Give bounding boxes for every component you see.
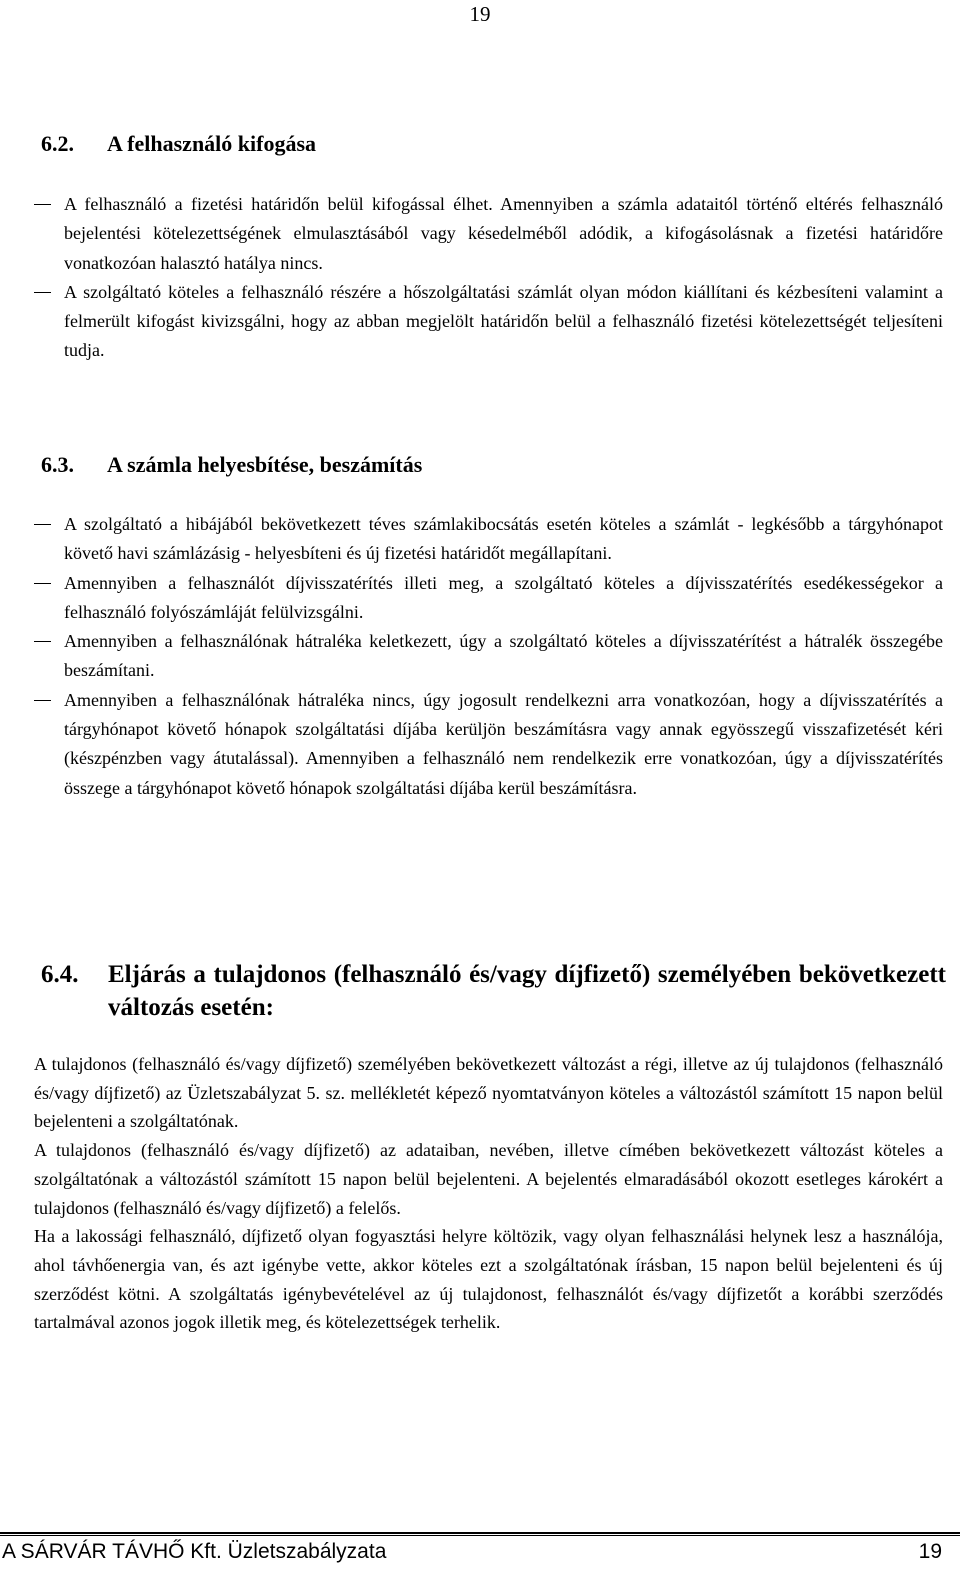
section-title: A számla helyesbítése, beszámítás bbox=[107, 452, 423, 477]
paragraph: A tulajdonos (felhasználó és/vagy díjfizető) az adataiban, nevében, illetve címében bekövetkezett változást köteles a szolgáltatónak a változástól számított 15 napon belül bejelenteni. A bejelentés elmaradásából okozott esetleges károkért a tulajdonos (felhasználó és/vagy díjfizető) a felelős. bbox=[34, 1140, 943, 1218]
section-6-3-heading bbox=[41, 452, 422, 478]
section-title: A felhasználó kifogása bbox=[107, 131, 317, 156]
paragraph: A tulajdonos (felhasználó és/vagy díjfizető) személyében bekövetkezett változást a régi, illetve az új tulajdonos (felhasználó és/vagy díjfizető) az Üzletszabályzat 5. sz. mellékletét képező nyomtatványon köteles a változástól számított 15 napon belül bejelenteni a szolgáltatónak. bbox=[34, 1054, 943, 1132]
section-6-2-heading bbox=[41, 131, 316, 157]
dash-bullet-icon bbox=[34, 204, 51, 205]
section-number: 6.3. bbox=[41, 452, 74, 477]
page-number: 19 bbox=[469, 2, 491, 26]
list-item bbox=[34, 278, 943, 366]
paragraph: Ha a lakossági felhasználó, díjfizető olyan fogyasztási helyre költözik, vagy olyan felhasználási helynek lesz a használója, ahol távhőenergia van, és azt igénybe vette, akkor köteles ezt a szolgáltatónak írásban, 15 napon belül bejelenteni és új szerződést kötni. A szolgáltatás igénybevételével az új tulajdonost, felhasználót és/vagy díjfizetőt a korábbi szerződés tartalmával azonos jogok illetik meg, és kötelezettségek terhelik. bbox=[34, 1226, 943, 1333]
section-title: Eljárás a tulajdonos (felhasználó és/vagy díjfizető) személyében bekövetkezett változás esetén: bbox=[108, 961, 946, 1021]
list-item-text: Amennyiben a felhasználónak hátraléka keletkezett, úgy a szolgáltató köteles a díjvisszatérítést a hátralék összegébe beszámítani. bbox=[64, 631, 943, 681]
list-item bbox=[34, 569, 943, 628]
section-6-4-body bbox=[34, 1050, 943, 1337]
list-item-text: Amennyiben a felhasználónak hátraléka nincs, úgy jogosult rendelkezni arra vonatkozóan, hogy a díjvisszatérítés a tárgyhónapot követő hónapok szolgáltatási díjába kerüljön beszámításra vagy annak egyösszegű visszafizetését kéri (készpénzben vagy átutalással). Amennyiben a felhasználó nem rendelkezik erre vonatkozóan, úgy a díjvisszatérítés összege a tárgyhónapot követő hónapok szolgáltatási díjába kerül beszámításra. bbox=[64, 689, 943, 798]
list-item bbox=[34, 190, 943, 278]
list-item-text: A szolgáltató a hibájából bekövetkezett téves számlakibocsátás esetén köteles a számlát - legkésőbb a tárgyhónapot követő havi számlázásig - helyesbíteni és új fizetési határidőt megállapítani. bbox=[64, 514, 943, 564]
footer-document-title: A SÁRVÁR TÁVHŐ Kft. Üzletszabályzata bbox=[2, 1540, 387, 1563]
dash-bullet-icon bbox=[34, 292, 51, 293]
list-item bbox=[34, 510, 943, 569]
dash-bullet-icon bbox=[34, 524, 51, 525]
footer-page-number: 19 bbox=[918, 1540, 942, 1563]
dash-bullet-icon bbox=[34, 700, 51, 701]
section-number: 6.2. bbox=[41, 131, 74, 156]
section-6-4-heading bbox=[41, 958, 946, 1024]
footer-divider-thin bbox=[0, 1535, 960, 1536]
dash-bullet-icon bbox=[34, 641, 51, 642]
section-6-3-list bbox=[34, 510, 943, 803]
list-item-text: A felhasználó a fizetési határidőn belül kifogással élhet. Amennyiben a számla adataitól történő eltérés felhasználó bejelentési kötelezettségének elmulasztásából vagy késedelméből adódik, a kifogásolásnak a fizetési határidőre vonatkozóan halasztó hatálya nincs. bbox=[64, 194, 943, 273]
dash-bullet-icon bbox=[34, 583, 51, 584]
list-item bbox=[34, 627, 943, 686]
list-item bbox=[34, 686, 943, 803]
list-item-text: A szolgáltató köteles a felhasználó részére a hőszolgáltatási számlát olyan módon kiállítani és kézbesíteni valamint a felmerült kifogást kivizsgálni, hogy az abban megjelölt határidőn belül a felhasználó fizetési kötelezettségét teljesíteni tudja. bbox=[64, 281, 943, 361]
section-number: 6.4. bbox=[41, 961, 79, 988]
section-6-2-list bbox=[34, 190, 943, 366]
list-item-text: Amennyiben a felhasználót díjvisszatérítés illeti meg, a szolgáltató köteles a díjvisszatérítés esedékességekor a felhasználó folyószámláját felülvizsgálni. bbox=[64, 572, 943, 622]
footer-divider bbox=[0, 1532, 960, 1534]
